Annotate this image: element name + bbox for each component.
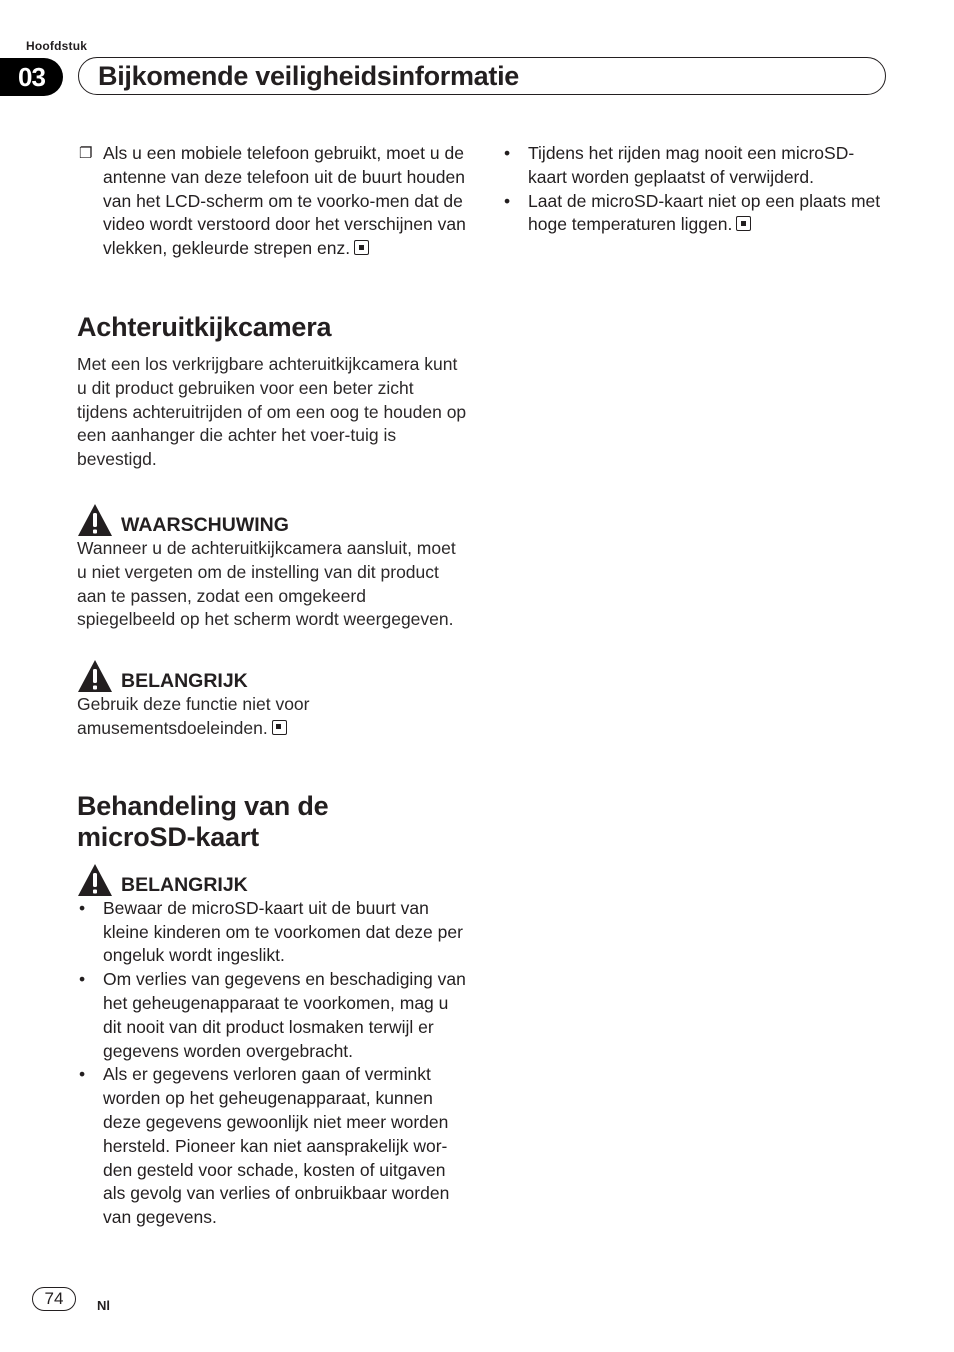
important-label: BELANGRIJK: [121, 873, 248, 896]
warning-triangle-icon: [77, 863, 113, 897]
list-item: [502, 190, 892, 238]
left-column: [77, 142, 467, 1230]
bullet-glyph: •: [79, 969, 86, 990]
right-bullet-list: [502, 142, 892, 237]
section-heading-microsd: Behandeling van de microSD-kaart: [77, 790, 329, 852]
bullet-glyph: •: [504, 143, 511, 163]
list-item-text: Als er gegevens verloren gaan of verminkt worden op het geheugenapparaat, kunnen deze gegevens gewoonlijk niet meer worden hersteld. Pioneer kan niet aansprakelijk wor-den gesteld voor schade, kosten of uitgaven als gevolg van verlies of onbruikbaar worden van gegevens.: [103, 1064, 450, 1228]
important-header: [77, 655, 467, 693]
warning-label: WAARSCHUWING: [121, 513, 289, 536]
list-item-text: Laat de microSD-kaart niet op een plaats met hoge temperaturen liggen.: [528, 190, 881, 235]
warning-header: [77, 499, 467, 537]
section-body-rear-camera: Met een los verkrijgbare achteruitkijkcamera kunt u dit product gebruiken voor een beter zicht tijdens achteruitrijden of om een oog te houden op een aanhanger die achter het voer-tuig is bevestigd.: [77, 353, 467, 470]
bullet-glyph: •: [79, 1064, 86, 1085]
warning-triangle-icon: [77, 659, 113, 693]
important-header-microsd: [77, 859, 467, 897]
chapter-label: Hoofdstuk: [26, 39, 88, 53]
end-mark-icon: [736, 216, 751, 231]
list-item-text: Bewaar de microSD-kaart uit de buurt van kleine kinderen om te voorkomen dat deze per ongeluk wordt ingeslikt.: [103, 897, 463, 966]
section-heading-rear-camera: Achteruitkijkcamera: [77, 311, 332, 342]
chapter-number-tab: 03: [0, 58, 63, 96]
important-text-content: Gebruik deze functie niet voor amusementsdoeleinden.: [77, 694, 310, 738]
important-text: [77, 693, 337, 741]
checkbox-bullet-icon: ❐: [79, 145, 93, 162]
bullet-glyph: •: [504, 190, 511, 211]
list-item-text: Tijdens het rijden mag nooit een microSD-kaart worden geplaatst of verwijderd.: [528, 143, 855, 187]
list-item: [77, 968, 467, 1063]
end-mark-icon: [272, 720, 287, 735]
list-item: [77, 142, 467, 261]
end-mark-icon: [354, 240, 369, 255]
language-code: Nl: [97, 1298, 110, 1313]
warning-text: Wanneer u de achteruitkijkcamera aansluit, moet u niet vergeten om de instelling van dit product aan te passen, zodat een omgekeerd spiegelbeeld op het scherm wordt weergegeven.: [77, 537, 456, 630]
page-number: 74: [32, 1287, 76, 1311]
list-item: [502, 142, 892, 190]
warning-triangle-icon: [77, 503, 113, 537]
list-item-text: Om verlies van gegevens en beschadiging van het geheugenapparaat te voorkomen, mag u dit nooit van dit product losmaken terwijl er gegevens worden overgebracht.: [103, 969, 466, 1061]
bullet-glyph: •: [79, 897, 86, 918]
important-label: BELANGRIJK: [121, 670, 248, 693]
intro-item-text: Als u een mobiele telefoon gebruikt, moet u de antenne van deze telefoon uit de buurt houden van het LCD-scherm om te voorko-men dat de video wordt verstoord door het verschijnen van vlekken, gekleurde strepen enz.: [103, 143, 466, 259]
chapter-title: Bijkomende veiligheidsinformatie: [98, 61, 520, 91]
list-item: [77, 1063, 467, 1230]
list-item: [77, 897, 467, 968]
microsd-bullet-list: [77, 897, 467, 1230]
intro-list: [77, 142, 467, 261]
right-column: [502, 142, 892, 237]
